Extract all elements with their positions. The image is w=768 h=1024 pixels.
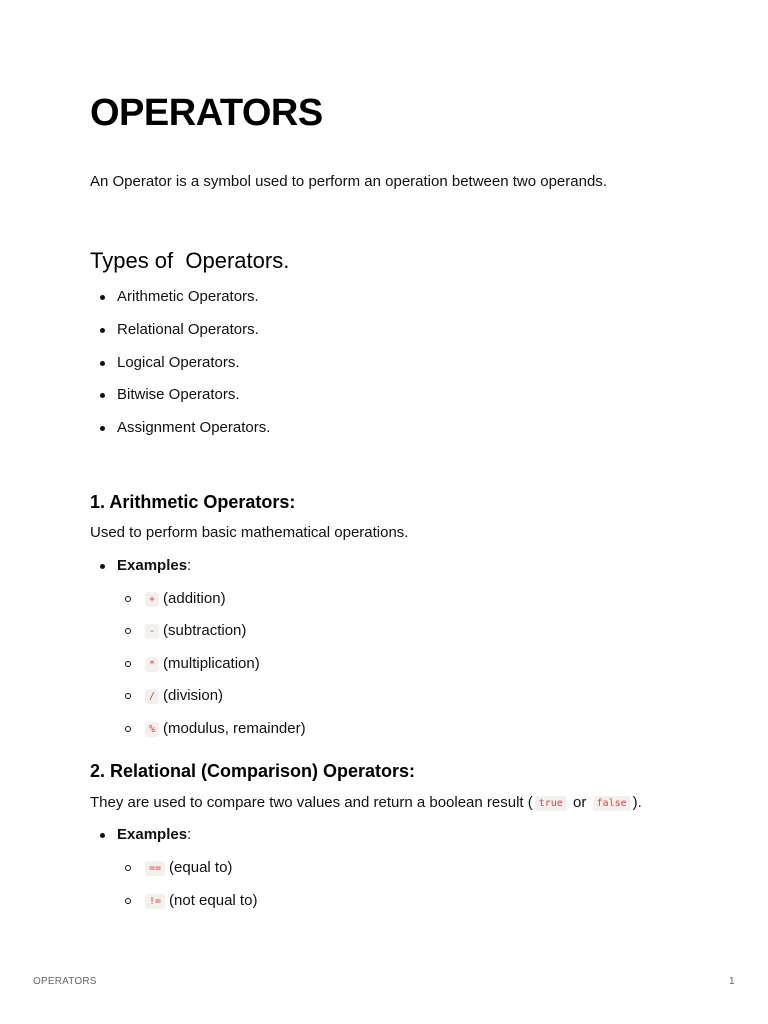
footer-page-number: 1 bbox=[729, 976, 735, 987]
footer-doc-name: OPERATORS bbox=[33, 976, 97, 987]
operator-description: (subtraction) bbox=[163, 622, 247, 639]
operator-description: (division) bbox=[163, 687, 224, 704]
true-code: true bbox=[535, 796, 567, 811]
operator-code: % bbox=[145, 722, 159, 737]
operator-description: (equal to) bbox=[169, 859, 233, 876]
list-item bbox=[145, 686, 223, 707]
operator-code: / bbox=[145, 689, 159, 704]
examples-label: Examples bbox=[117, 826, 188, 843]
list-item bbox=[145, 654, 260, 675]
arithmetic-description: Used to perform basic mathematical operations. bbox=[90, 524, 409, 541]
operator-code: * bbox=[145, 657, 159, 672]
operator-description: (addition) bbox=[163, 590, 226, 607]
operator-description: (not equal to) bbox=[169, 892, 258, 909]
list-item: Arithmetic Operators. bbox=[117, 288, 259, 305]
arithmetic-heading: 1. Arithmetic Operators: bbox=[90, 492, 296, 512]
operator-code: != bbox=[145, 894, 165, 909]
arithmetic-examples-item: Examples: bbox=[117, 557, 192, 574]
list-item bbox=[145, 621, 246, 642]
description-end: ). bbox=[632, 794, 642, 811]
or-text: or bbox=[573, 794, 587, 811]
intro-paragraph: An Operator is a symbol used to perform an operation between two operands. bbox=[90, 173, 607, 190]
relational-description bbox=[90, 793, 642, 814]
operator-code: + bbox=[145, 592, 159, 607]
list-item: Relational Operators. bbox=[117, 321, 259, 338]
list-item: Assignment Operators. bbox=[117, 419, 271, 436]
operator-code: - bbox=[145, 624, 159, 639]
list-item: Logical Operators. bbox=[117, 354, 240, 371]
relational-heading: 2. Relational (Comparison) Operators: bbox=[90, 761, 416, 781]
list-item: Bitwise Operators. bbox=[117, 386, 240, 403]
operator-code: == bbox=[145, 861, 165, 876]
list-item bbox=[145, 891, 257, 912]
list-item bbox=[145, 589, 226, 610]
relational-examples-item: Examples: bbox=[117, 826, 192, 843]
description-text: They are used to compare two values and return a boolean result ( bbox=[90, 794, 533, 811]
false-code: false bbox=[593, 796, 631, 811]
examples-label: Examples bbox=[117, 557, 188, 574]
list-item bbox=[145, 719, 306, 740]
list-item bbox=[145, 858, 232, 879]
types-heading: Types of Operators. bbox=[90, 248, 290, 273]
page-title: OPERATORS bbox=[90, 92, 323, 134]
operator-description: (modulus, remainder) bbox=[163, 720, 306, 737]
operator-description: (multiplication) bbox=[163, 655, 260, 672]
